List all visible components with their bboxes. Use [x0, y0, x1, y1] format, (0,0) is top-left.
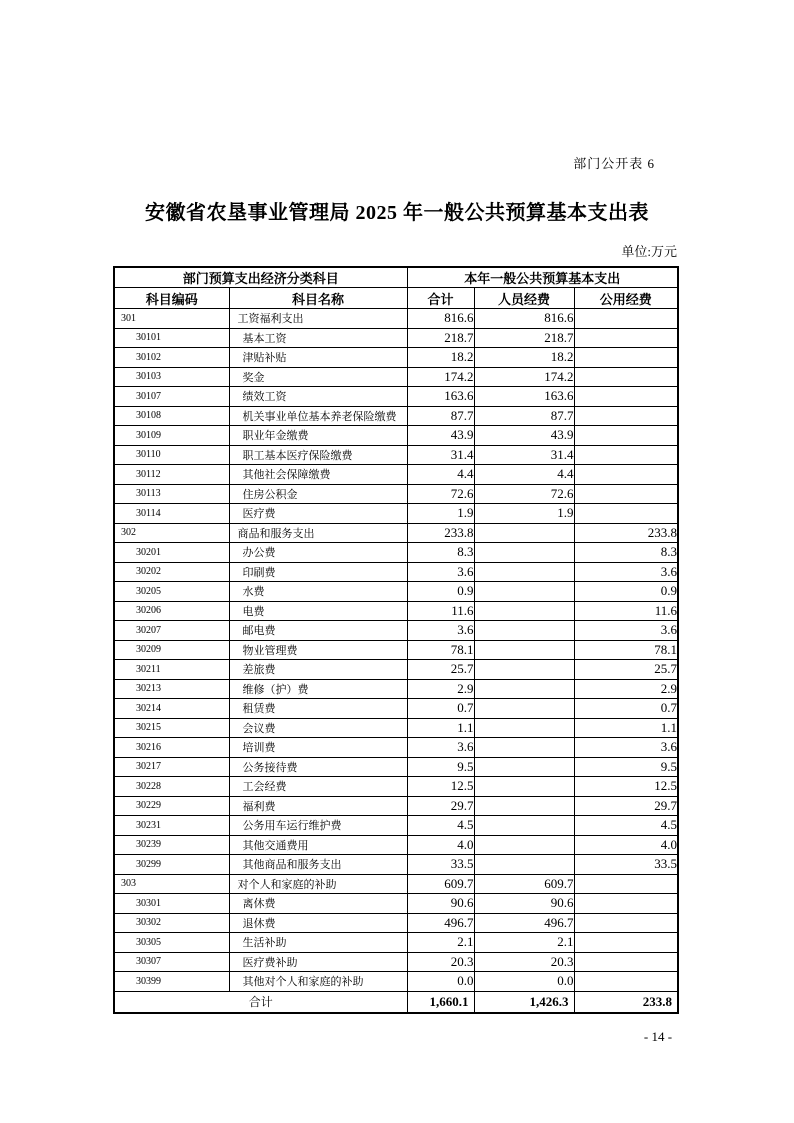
cell-code: 30211: [114, 660, 229, 680]
total-row: [114, 991, 678, 1013]
cell-personnel: [474, 562, 574, 582]
cell-personnel: 0.0: [474, 972, 574, 992]
table-row: [114, 679, 678, 699]
cell-personnel: [474, 718, 574, 738]
cell-public: [574, 406, 678, 426]
cell-total: 2.1: [407, 933, 474, 953]
cell-name: 维修（护）费: [229, 679, 407, 699]
table-row: [114, 504, 678, 524]
cell-code: 30305: [114, 933, 229, 953]
cell-code: 301: [114, 309, 229, 329]
table-row: [114, 601, 678, 621]
cell-name: 公务接待费: [229, 757, 407, 777]
cell-total: 4.4: [407, 465, 474, 485]
table-row: [114, 543, 678, 563]
cell-personnel: [474, 660, 574, 680]
cell-personnel: [474, 640, 574, 660]
cell-name: 职工基本医疗保险缴费: [229, 445, 407, 465]
cell-public: 33.5: [574, 855, 678, 875]
header-columns-row: [114, 288, 678, 309]
total-public: 233.8: [574, 991, 678, 1013]
cell-code: 30114: [114, 504, 229, 524]
cell-personnel: 163.6: [474, 387, 574, 407]
cell-personnel: [474, 699, 574, 719]
table-row: [114, 855, 678, 875]
cell-public: [574, 894, 678, 914]
cell-code: 30102: [114, 348, 229, 368]
cell-name: 职业年金缴费: [229, 426, 407, 446]
cell-code: 30307: [114, 952, 229, 972]
table-row: [114, 699, 678, 719]
cell-public: [574, 933, 678, 953]
cell-total: 218.7: [407, 328, 474, 348]
cell-public: 2.9: [574, 679, 678, 699]
cell-public: [574, 309, 678, 329]
cell-name: 奖金: [229, 367, 407, 387]
cell-total: 0.9: [407, 582, 474, 602]
table-row: [114, 582, 678, 602]
cell-personnel: [474, 777, 574, 797]
cell-code: 30205: [114, 582, 229, 602]
cell-code: 30109: [114, 426, 229, 446]
cell-total: 90.6: [407, 894, 474, 914]
cell-name: 机关事业单位基本养老保险缴费: [229, 406, 407, 426]
cell-public: [574, 972, 678, 992]
cell-name: 办公费: [229, 543, 407, 563]
cell-total: 72.6: [407, 484, 474, 504]
cell-total: 8.3: [407, 543, 474, 563]
cell-code: 30216: [114, 738, 229, 758]
table-row: [114, 406, 678, 426]
cell-total: 0.7: [407, 699, 474, 719]
table-row: [114, 367, 678, 387]
cell-code: 303: [114, 874, 229, 894]
cell-public: [574, 426, 678, 446]
cell-public: 233.8: [574, 523, 678, 543]
cell-personnel: 31.4: [474, 445, 574, 465]
cell-public: [574, 504, 678, 524]
cell-name: 其他社会保障缴费: [229, 465, 407, 485]
cell-code: 30101: [114, 328, 229, 348]
cell-total: 3.6: [407, 562, 474, 582]
cell-public: 9.5: [574, 757, 678, 777]
cell-total: 31.4: [407, 445, 474, 465]
cell-name: 其他对个人和家庭的补助: [229, 972, 407, 992]
table-row: [114, 913, 678, 933]
cell-personnel: 496.7: [474, 913, 574, 933]
cell-name: 其他商品和服务支出: [229, 855, 407, 875]
cell-name: 退休费: [229, 913, 407, 933]
cell-total: 25.7: [407, 660, 474, 680]
cell-public: [574, 874, 678, 894]
cell-code: 30112: [114, 465, 229, 485]
cell-total: 18.2: [407, 348, 474, 368]
cell-personnel: [474, 757, 574, 777]
cell-code: 30108: [114, 406, 229, 426]
cell-personnel: [474, 855, 574, 875]
cell-public: 11.6: [574, 601, 678, 621]
cell-personnel: 174.2: [474, 367, 574, 387]
column-header-public: 公用经费: [574, 288, 678, 309]
table-row: [114, 465, 678, 485]
cell-public: 4.0: [574, 835, 678, 855]
cell-personnel: 609.7: [474, 874, 574, 894]
cell-public: [574, 367, 678, 387]
table-row: [114, 972, 678, 992]
cell-total: 496.7: [407, 913, 474, 933]
cell-public: [574, 484, 678, 504]
cell-personnel: 72.6: [474, 484, 574, 504]
cell-name: 培训费: [229, 738, 407, 758]
cell-code: 30214: [114, 699, 229, 719]
cell-personnel: 4.4: [474, 465, 574, 485]
cell-name: 物业管理费: [229, 640, 407, 660]
table-row: [114, 445, 678, 465]
cell-name: 会议费: [229, 718, 407, 738]
cell-personnel: 87.7: [474, 406, 574, 426]
cell-public: [574, 348, 678, 368]
cell-name: 工会经费: [229, 777, 407, 797]
cell-code: 30201: [114, 543, 229, 563]
cell-personnel: 1.9: [474, 504, 574, 524]
header-group-left: 部门预算支出经济分类科目: [114, 267, 407, 288]
table-row: [114, 562, 678, 582]
cell-public: [574, 387, 678, 407]
table-row: [114, 484, 678, 504]
cell-personnel: [474, 582, 574, 602]
cell-total: 3.6: [407, 621, 474, 641]
table-row: [114, 309, 678, 329]
cell-personnel: 2.1: [474, 933, 574, 953]
cell-code: 302: [114, 523, 229, 543]
cell-personnel: 18.2: [474, 348, 574, 368]
cell-personnel: 816.6: [474, 309, 574, 329]
cell-name: 生活补助: [229, 933, 407, 953]
unit-label: 单位:万元: [621, 244, 677, 259]
table-row: [114, 718, 678, 738]
cell-name: 离休费: [229, 894, 407, 914]
cell-public: 12.5: [574, 777, 678, 797]
cell-name: 基本工资: [229, 328, 407, 348]
cell-total: 1.9: [407, 504, 474, 524]
cell-public: 3.6: [574, 738, 678, 758]
table-row: [114, 621, 678, 641]
cell-personnel: [474, 621, 574, 641]
cell-total: 29.7: [407, 796, 474, 816]
cell-public: [574, 465, 678, 485]
table-row: [114, 328, 678, 348]
cell-personnel: 90.6: [474, 894, 574, 914]
page-number: - 14 -: [643, 1029, 673, 1044]
cell-total: 609.7: [407, 874, 474, 894]
table-row: [114, 757, 678, 777]
cell-total: 2.9: [407, 679, 474, 699]
cell-code: 30215: [114, 718, 229, 738]
column-header-personnel: 人员经费: [474, 288, 574, 309]
cell-personnel: [474, 796, 574, 816]
cell-name: 津贴补贴: [229, 348, 407, 368]
cell-name: 邮电费: [229, 621, 407, 641]
cell-total: 0.0: [407, 972, 474, 992]
cell-public: 4.5: [574, 816, 678, 836]
cell-name: 工资福利支出: [229, 309, 407, 329]
cell-personnel: [474, 679, 574, 699]
cell-code: 30110: [114, 445, 229, 465]
cell-personnel: [474, 601, 574, 621]
cell-total: 4.5: [407, 816, 474, 836]
cell-code: 30231: [114, 816, 229, 836]
cell-name: 印刷费: [229, 562, 407, 582]
table-row: [114, 640, 678, 660]
cell-name: 福利费: [229, 796, 407, 816]
cell-total: 163.6: [407, 387, 474, 407]
cell-personnel: [474, 816, 574, 836]
table-footer: [114, 991, 678, 1013]
cell-total: 4.0: [407, 835, 474, 855]
table-row: [114, 894, 678, 914]
cell-total: 9.5: [407, 757, 474, 777]
table-row: [114, 387, 678, 407]
cell-public: 3.6: [574, 621, 678, 641]
total-sum: 1,660.1: [407, 991, 474, 1013]
table-row: [114, 952, 678, 972]
total-personnel: 1,426.3: [474, 991, 574, 1013]
cell-personnel: 43.9: [474, 426, 574, 446]
cell-code: 30113: [114, 484, 229, 504]
table-row: [114, 816, 678, 836]
cell-name: 电费: [229, 601, 407, 621]
cell-public: 8.3: [574, 543, 678, 563]
cell-code: 30399: [114, 972, 229, 992]
header-group-row: [114, 267, 678, 288]
cell-total: 20.3: [407, 952, 474, 972]
table-row: [114, 523, 678, 543]
cell-code: 30301: [114, 894, 229, 914]
cell-name: 医疗费: [229, 504, 407, 524]
cell-code: 30209: [114, 640, 229, 660]
cell-public: [574, 952, 678, 972]
cell-name: 绩效工资: [229, 387, 407, 407]
column-header-code: 科目编码: [114, 288, 229, 309]
cell-name: 差旅费: [229, 660, 407, 680]
cell-code: 30107: [114, 387, 229, 407]
table-body: [114, 309, 678, 992]
budget-table: [113, 266, 679, 1014]
cell-name: 水费: [229, 582, 407, 602]
cell-public: 0.9: [574, 582, 678, 602]
column-header-total: 合计: [407, 288, 474, 309]
doc-label: 部门公开表 6: [573, 156, 655, 171]
table-row: [114, 874, 678, 894]
cell-personnel: [474, 523, 574, 543]
cell-code: 30229: [114, 796, 229, 816]
cell-code: 30239: [114, 835, 229, 855]
cell-public: 78.1: [574, 640, 678, 660]
table-header: [114, 267, 678, 309]
cell-total: 816.6: [407, 309, 474, 329]
table-row: [114, 660, 678, 680]
table-row: [114, 796, 678, 816]
cell-code: 30299: [114, 855, 229, 875]
table-row: [114, 835, 678, 855]
cell-name: 公务用车运行维护费: [229, 816, 407, 836]
cell-total: 3.6: [407, 738, 474, 758]
cell-public: 1.1: [574, 718, 678, 738]
cell-code: 30206: [114, 601, 229, 621]
cell-code: 30103: [114, 367, 229, 387]
cell-name: 其他交通费用: [229, 835, 407, 855]
total-label: 合计: [114, 991, 407, 1013]
cell-code: 30217: [114, 757, 229, 777]
cell-total: 1.1: [407, 718, 474, 738]
cell-code: 30213: [114, 679, 229, 699]
cell-name: 商品和服务支出: [229, 523, 407, 543]
cell-personnel: [474, 835, 574, 855]
cell-name: 租赁费: [229, 699, 407, 719]
cell-personnel: 218.7: [474, 328, 574, 348]
cell-name: 住房公积金: [229, 484, 407, 504]
cell-total: 233.8: [407, 523, 474, 543]
table-row: [114, 426, 678, 446]
cell-personnel: [474, 738, 574, 758]
cell-code: 30228: [114, 777, 229, 797]
cell-total: 87.7: [407, 406, 474, 426]
cell-total: 78.1: [407, 640, 474, 660]
cell-total: 33.5: [407, 855, 474, 875]
cell-public: [574, 328, 678, 348]
cell-public: [574, 913, 678, 933]
cell-name: 对个人和家庭的补助: [229, 874, 407, 894]
cell-public: 3.6: [574, 562, 678, 582]
cell-public: 25.7: [574, 660, 678, 680]
cell-total: 11.6: [407, 601, 474, 621]
cell-total: 174.2: [407, 367, 474, 387]
cell-public: [574, 445, 678, 465]
table-row: [114, 738, 678, 758]
cell-name: 医疗费补助: [229, 952, 407, 972]
header-group-right: 本年一般公共预算基本支出: [407, 267, 678, 288]
cell-personnel: 20.3: [474, 952, 574, 972]
cell-code: 30302: [114, 913, 229, 933]
cell-total: 43.9: [407, 426, 474, 446]
table-row: [114, 348, 678, 368]
column-header-name: 科目名称: [229, 288, 407, 309]
page-title: 安徽省农垦事业管理局 2025 年一般公共预算基本支出表: [145, 202, 649, 224]
table-row: [114, 933, 678, 953]
cell-total: 12.5: [407, 777, 474, 797]
cell-personnel: [474, 543, 574, 563]
cell-code: 30202: [114, 562, 229, 582]
cell-public: 29.7: [574, 796, 678, 816]
cell-code: 30207: [114, 621, 229, 641]
cell-public: 0.7: [574, 699, 678, 719]
table-row: [114, 777, 678, 797]
